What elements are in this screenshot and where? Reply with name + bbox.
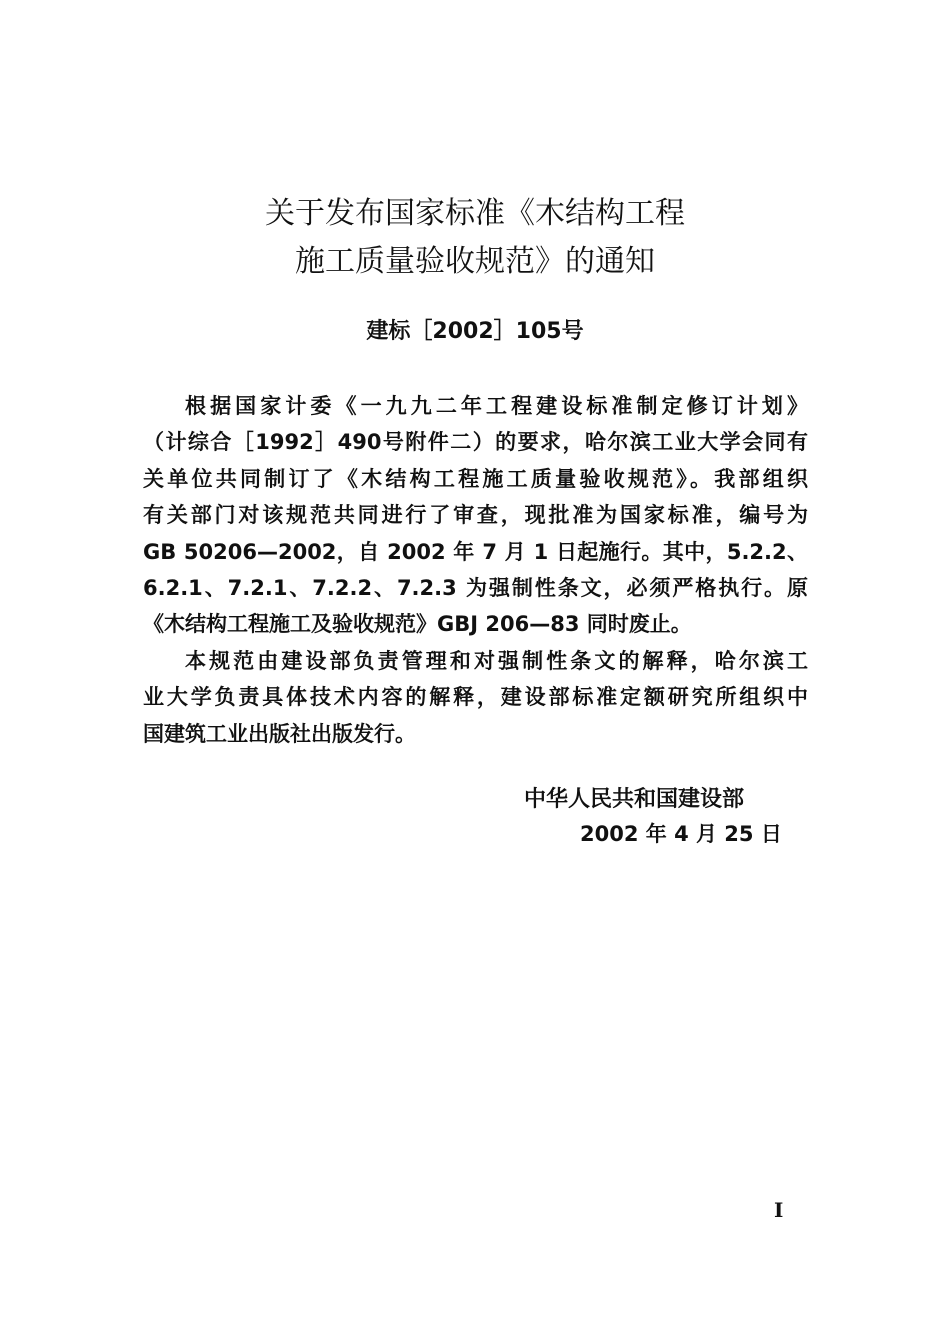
title-line-2: 施工质量验收规范》的通知 [295, 244, 655, 279]
paragraph-1-line: 根据国家计委《一九九二年工程建设标准制定修订计划》 [185, 394, 808, 418]
paragraph-1-line: 《木结构工程施工及验收规范》GBJ 206—83 同时废止。 [143, 612, 692, 637]
paragraph-1-line: GB 50206—2002，自 2002 年 7 月 1 日起施行。其中，5.2.2、 [143, 539, 808, 564]
paragraph-1-line: 有关部门对该规范共同进行了审查，现批准为国家标准，编号为 [143, 503, 808, 528]
page-number: I [774, 1198, 784, 1222]
issuing-authority: 中华人民共和国建设部 [524, 787, 745, 812]
paragraph-1-line: （计综合［1992］490号附件二）的要求，哈尔滨工业大学会同有 [143, 430, 808, 455]
notice-body [143, 388, 808, 752]
issue-date: 2002 年 4 月 25 日 [580, 822, 782, 846]
paragraph-2-line: 本规范由建设部负责管理和对强制性条文的解释，哈尔滨工 [185, 648, 808, 673]
document-number: 建标［2002］105号 [366, 319, 584, 344]
paragraph-2-line: 国建筑工业出版社出版发行。 [143, 721, 416, 746]
paragraph-2-line: 业大学负责具体技术内容的解释，建设部标准定额研究所组织中 [143, 685, 808, 710]
paragraph-1-line: 关单位共同制订了《木结构工程施工质量验收规范》。我部组织 [143, 466, 808, 491]
title-line-1: 关于发布国家标准《木结构工程 [265, 196, 685, 231]
paragraph-1-line: 6.2.1、7.2.1、7.2.2、7.2.3 为强制性条文，必须严格执行。原 [143, 575, 808, 600]
